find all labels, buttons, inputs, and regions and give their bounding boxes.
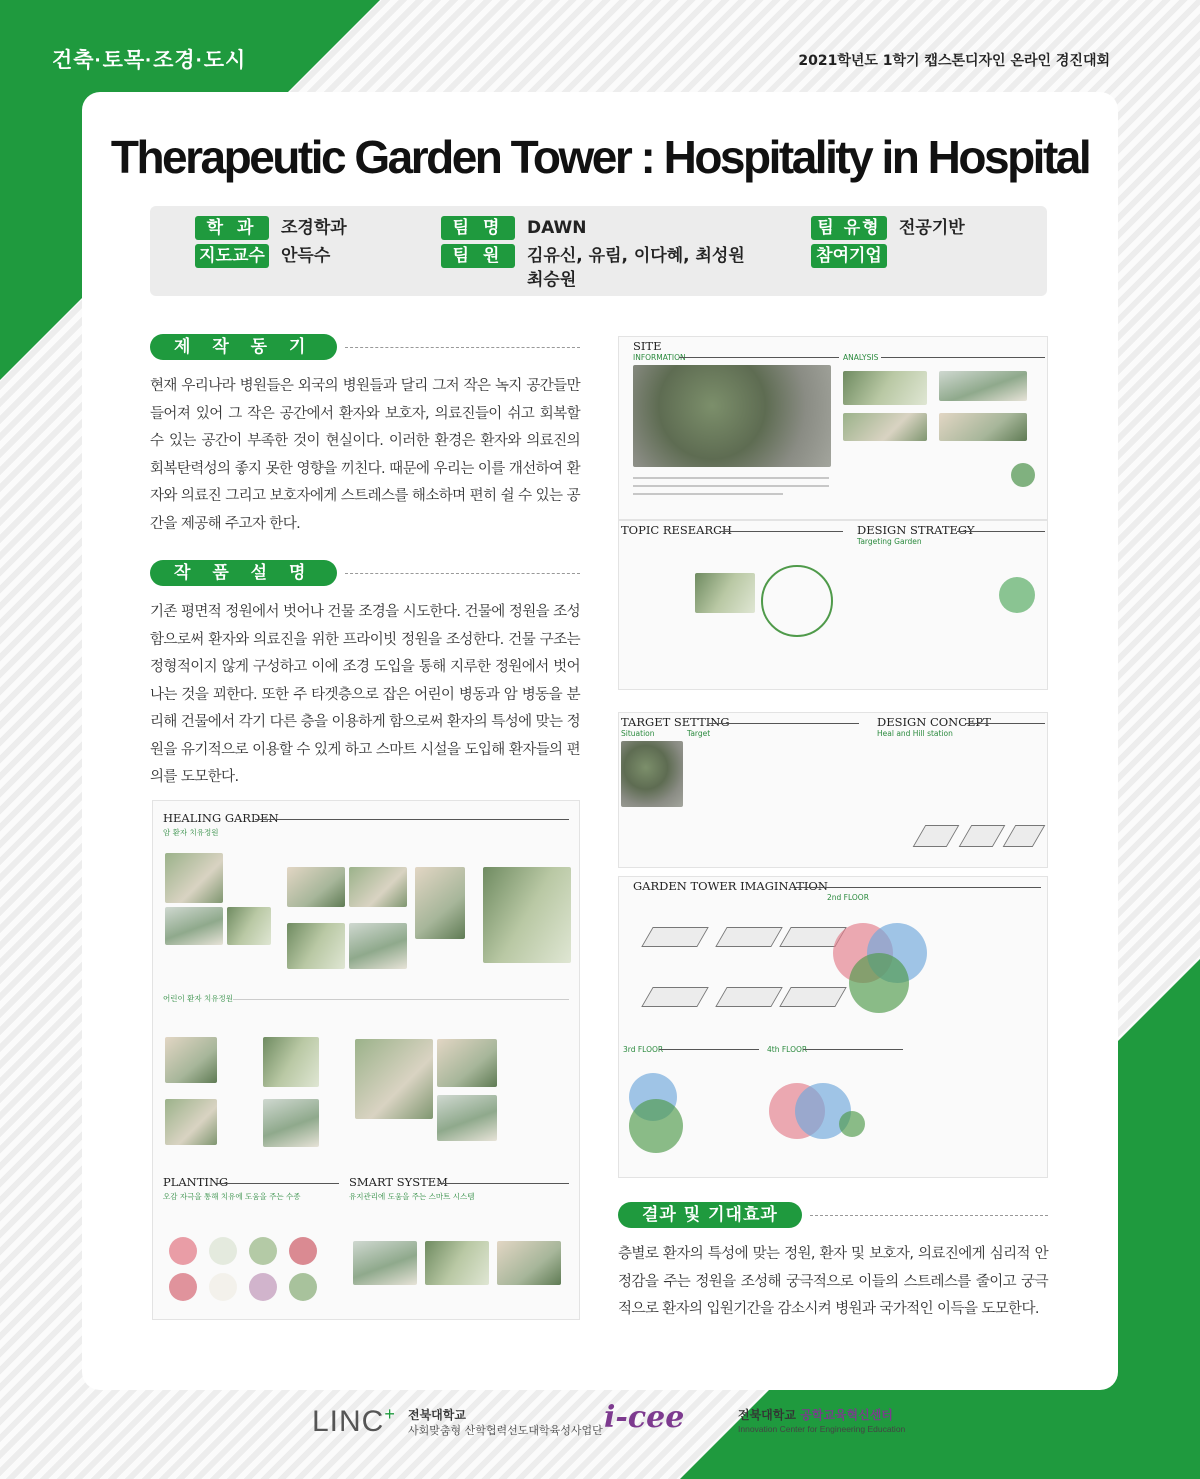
contest-label: 2021학년도 1학기 캡스톤디자인 온라인 경진대회 <box>798 53 1110 69</box>
results-heading <box>618 1202 1048 1228</box>
healing-garden-subtitle: 암 환자 치유정원 <box>163 828 219 837</box>
garden-photo <box>415 867 465 939</box>
advisor-value: 안득수 <box>281 246 331 266</box>
garden-photo <box>263 1037 319 1087</box>
info-dept <box>195 216 347 240</box>
site-map <box>633 365 831 467</box>
linc-program: 사회맞춤형 산학협력선도대학육성사업단 <box>408 1424 603 1437</box>
team-info-box <box>150 206 1047 296</box>
garden-photo <box>437 1039 497 1087</box>
motivation-heading <box>150 334 580 360</box>
garden-photo <box>287 923 345 969</box>
garden-photo <box>349 867 407 907</box>
floor-4-label: 4th FLOOR <box>767 1045 808 1054</box>
linc-logo: LINC+ <box>312 1404 396 1438</box>
target-subtitle: Target <box>687 729 711 738</box>
research-photo <box>695 573 755 613</box>
smart-device <box>497 1241 561 1285</box>
garden-photo <box>483 867 571 963</box>
type-label: 팀 유형 <box>811 216 887 240</box>
smart-system-subtitle: 유지관리에 도움을 주는 스마트 시스템 <box>349 1192 475 1201</box>
poster-panel <box>82 92 1118 1390</box>
target-site-map <box>621 741 683 807</box>
dept-label: 학 과 <box>195 216 269 240</box>
description-heading-pill: 작 품 설 명 <box>150 560 337 586</box>
icee-center-english: Innovation Center for Engineering Education <box>738 1424 906 1434</box>
site-board <box>618 336 1048 520</box>
strategy-diagram <box>999 577 1035 613</box>
company-label: 참여기업 <box>811 244 887 268</box>
target-board <box>618 712 1048 868</box>
tower-board <box>618 876 1048 1178</box>
description-heading <box>150 560 580 586</box>
garden-photo <box>165 853 223 903</box>
planting-title: PLANTING <box>163 1175 229 1189</box>
design-strategy-title: DESIGN STRATEGY <box>857 523 975 537</box>
garden-photo <box>355 1039 433 1119</box>
site-title: SITE <box>633 339 662 353</box>
situation-subtitle: Situation <box>621 729 655 738</box>
footer <box>0 1398 1200 1458</box>
info-company <box>811 244 899 268</box>
children-garden-subtitle: 어린이 환자 치유정원 <box>163 994 233 1003</box>
category-label: 건축·토목·조경·도시 <box>52 49 247 72</box>
garden-photo <box>287 867 345 907</box>
garden-photo <box>437 1095 497 1141</box>
analysis-chart <box>939 371 1027 401</box>
garden-photo <box>165 1099 217 1145</box>
target-setting-title: TARGET SETTING <box>621 715 730 729</box>
smart-system-title: SMART SYSTEM <box>349 1175 448 1189</box>
restorative-cycle <box>761 565 833 637</box>
type-value: 전공기반 <box>899 218 965 238</box>
motivation-heading-pill: 제 작 동 기 <box>150 334 337 360</box>
results-text: 층별로 환자의 특성에 맞는 정원, 환자 및 보호자, 의료진에게 심리적 안정감을 주는 정원을 조성해 궁극적으로 이들의 스트레스를 줄이고 궁극적으로 환자의 입원기간을 감소시켜 병원과 국가적인 이득을 도모한다. <box>618 1246 1048 1317</box>
site-subtitle: INFORMATION <box>633 353 686 362</box>
analysis-map <box>843 371 927 405</box>
description-text: 기존 평면적 정원에서 벗어나 건물 조경을 시도한다. 건물에 정원을 조성함으로써 환자와 의료진을 위한 프라이빗 정원을 조성한다. 건물 구조는 정형적이지 않게 구성하고 이에 조경 도입을 통해 지루한 정원에서 벗어나는 것을 꾀한다. 또한 주 타겟층으로 잡은 어린이 병동과 암 병동을 분리해 건물에서 각기 다른 층을 이용하게 함으로써 환자의 특성에 맞는 정원을 유기적으로 이용할 수 있게 하고 스마트 시설을 도입해 환자들의 편의를 도모한다. <box>150 604 580 785</box>
advisor-label: 지도교수 <box>195 244 269 268</box>
dept-value: 조경학과 <box>281 218 347 238</box>
linc-university: 전북대학교 <box>408 1408 466 1422</box>
poster-title: Therapeutic Garden Tower : Hospitality in Hospital <box>110 131 1090 183</box>
members-value-2: 최승원 <box>527 270 577 290</box>
info-type <box>811 216 965 240</box>
floor-3-label: 3rd FLOOR <box>623 1045 664 1054</box>
garden-photo <box>349 923 407 969</box>
planting-subtitle: 오감 자극을 통해 치유에 도움을 주는 수종 <box>163 1192 301 1201</box>
members-value-1: 김유신, 유림, 이다혜, 최성원 <box>527 246 745 266</box>
results-heading-pill: 결과 및 기대효과 <box>618 1202 802 1228</box>
info-members <box>441 244 745 292</box>
analysis-map <box>843 413 927 441</box>
info-team <box>441 216 586 240</box>
garden-photo <box>165 907 223 945</box>
garden-photo <box>227 907 271 945</box>
garden-photo <box>263 1099 319 1147</box>
smart-device <box>353 1241 417 1285</box>
analysis-subtitle: ANALYSIS <box>843 353 879 362</box>
garden-tower-title: GARDEN TOWER IMAGINATION <box>633 879 828 893</box>
healing-garden-title: HEALING GARDEN <box>163 811 279 825</box>
garden-photo <box>165 1037 217 1083</box>
smart-device <box>425 1241 489 1285</box>
icee-center-name: 전북대학교 공학교육혁신센터 <box>738 1408 893 1422</box>
floor-2-label: 2nd FLOOR <box>827 893 869 902</box>
info-advisor <box>195 244 330 268</box>
targeting-garden-subtitle: Targeting Garden <box>857 537 922 546</box>
heal-hill-subtitle: Heal and Hill station <box>877 729 953 738</box>
topic-research-title: TOPIC RESEARCH <box>621 523 732 537</box>
analysis-chart <box>939 413 1027 441</box>
healing-garden-board <box>152 800 580 1320</box>
research-board <box>618 520 1048 690</box>
icee-logo: i-cee <box>604 1400 685 1435</box>
design-concept-title: DESIGN CONCEPT <box>877 715 991 729</box>
members-label: 팀 원 <box>441 244 515 268</box>
team-label: 팀 명 <box>441 216 515 240</box>
motivation-text: 현재 우리나라 병원들은 외국의 병원들과 달리 그저 작은 녹지 공간들만 들어져 있어 그 작은 공간에서 환자와 보호자, 의료진들이 쉬고 회복할 수 있는 공간이 부족한 것이 현실이다. 이러한 환경은 환자와 의료진의 회복탄력성의 좋지 못한 영향을 끼친다. 때문에 우리는 이를 개선하여 환자와 의료진 그리고 보호자에게 스트레스를 해소하며 편히 쉴 수 있는 공간을 제공해 주고자 한다. <box>150 378 580 532</box>
team-value: DAWN <box>527 218 587 238</box>
